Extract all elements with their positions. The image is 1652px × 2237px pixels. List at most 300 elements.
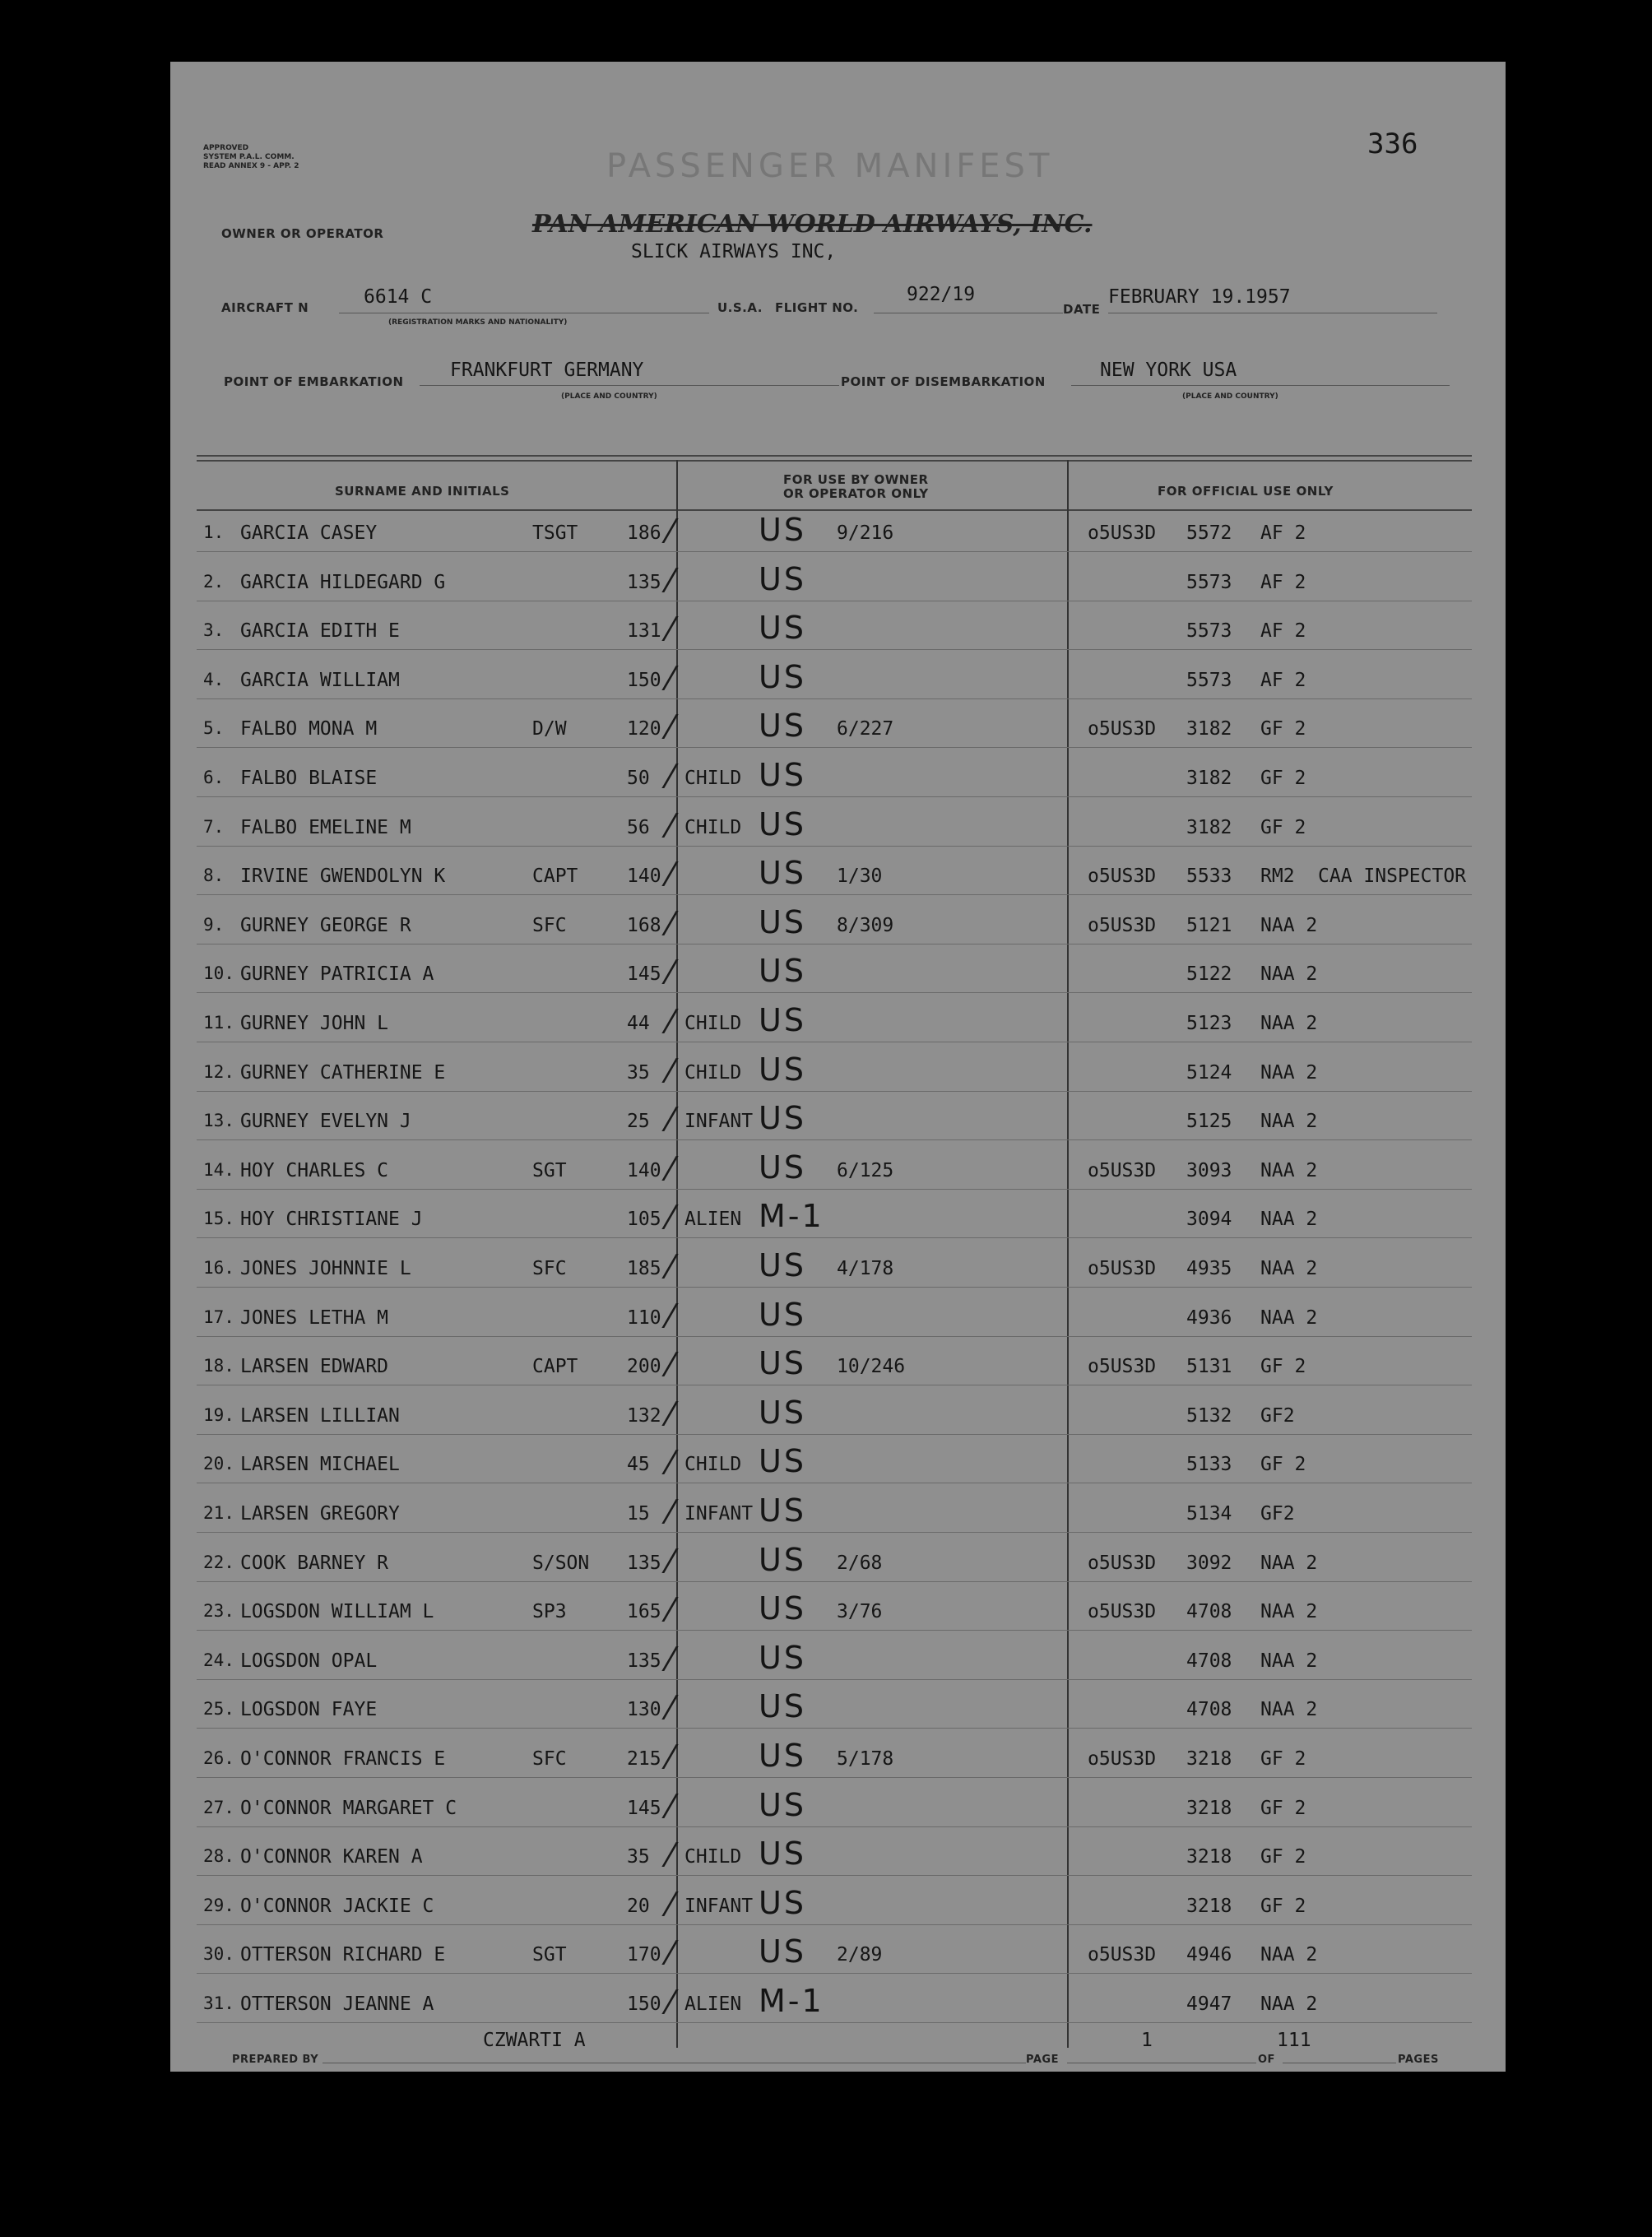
official-number: 5133 bbox=[1186, 1454, 1232, 1475]
passenger-name: GARCIA HILDEGARD G bbox=[240, 572, 446, 593]
official-number: 3218 bbox=[1186, 1896, 1232, 1917]
passenger-name: O'CONNOR KAREN A bbox=[240, 1846, 423, 1868]
passenger-rank: SFC bbox=[532, 915, 567, 936]
passenger-nationality: US bbox=[759, 1688, 806, 1724]
row-number: 6. bbox=[203, 768, 225, 787]
row-divider bbox=[197, 1139, 1472, 1140]
row-divider bbox=[197, 1532, 1472, 1533]
passenger-reference: 5/178 bbox=[837, 1748, 894, 1770]
row-number: 11. bbox=[203, 1013, 234, 1033]
official-number: 5134 bbox=[1186, 1503, 1232, 1525]
passenger-name: FALBO EMELINE M bbox=[240, 817, 411, 838]
row-number: 24. bbox=[203, 1650, 234, 1670]
page-label: PAGE bbox=[1026, 2054, 1059, 2066]
passenger-nationality: US bbox=[759, 1345, 806, 1381]
official-number: 5573 bbox=[1186, 572, 1232, 593]
official-number: 3093 bbox=[1186, 1160, 1232, 1181]
passenger-nationality: US bbox=[759, 1443, 806, 1479]
table-row bbox=[170, 1051, 1506, 1099]
passenger-weight: 150 bbox=[627, 670, 661, 691]
row-divider bbox=[197, 1336, 1472, 1337]
official-code: o5US3D bbox=[1088, 1552, 1157, 1574]
row-number: 10. bbox=[203, 963, 234, 983]
row-divider bbox=[197, 992, 1472, 993]
passenger-reference: 8/309 bbox=[837, 915, 894, 936]
official-class: NAA 2 bbox=[1260, 1013, 1318, 1034]
passenger-nationality: US bbox=[759, 1542, 806, 1578]
row-number: 9. bbox=[203, 915, 225, 935]
passenger-name: GARCIA EDITH E bbox=[240, 620, 400, 642]
disembarkation-label: POINT OF DISEMBARKATION bbox=[841, 374, 1046, 389]
passenger-weight: 215 bbox=[627, 1748, 661, 1770]
row-number: 5. bbox=[203, 718, 225, 738]
passenger-category: ALIEN bbox=[684, 1209, 742, 1230]
passenger-weight: 145 bbox=[627, 963, 661, 985]
row-divider bbox=[197, 1237, 1472, 1238]
table-row bbox=[170, 806, 1506, 854]
passenger-category: CHILD bbox=[684, 768, 742, 789]
table-row bbox=[170, 1787, 1506, 1835]
row-number: 2. bbox=[203, 572, 225, 592]
official-class: NAA 2 bbox=[1260, 915, 1318, 936]
row-divider bbox=[197, 1924, 1472, 1925]
passenger-category: CHILD bbox=[684, 1062, 742, 1084]
row-divider bbox=[197, 796, 1472, 797]
passenger-category: CHILD bbox=[684, 1013, 742, 1034]
table-row bbox=[170, 904, 1506, 952]
col-official-header: FOR OFFICIAL USE ONLY bbox=[1158, 484, 1334, 499]
row-number: 16. bbox=[203, 1258, 234, 1278]
official-code: o5US3D bbox=[1088, 1601, 1157, 1622]
official-number: 5131 bbox=[1186, 1356, 1232, 1377]
table-row bbox=[170, 659, 1506, 707]
official-number: 4936 bbox=[1186, 1307, 1232, 1329]
table-row bbox=[170, 610, 1506, 657]
official-number: 5122 bbox=[1186, 963, 1232, 985]
passenger-name: HOY CHARLES C bbox=[240, 1160, 389, 1181]
row-divider bbox=[197, 1826, 1472, 1827]
official-class: GF 2 bbox=[1260, 1748, 1306, 1770]
passenger-name: JONES LETHA M bbox=[240, 1307, 389, 1329]
passenger-reference: 2/68 bbox=[837, 1552, 883, 1574]
row-number: 27. bbox=[203, 1798, 234, 1817]
passenger-reference: 4/178 bbox=[837, 1258, 894, 1279]
table-row bbox=[170, 1100, 1506, 1148]
passenger-name: GARCIA WILLIAM bbox=[240, 670, 400, 691]
official-class: NAA 2 bbox=[1260, 1601, 1318, 1622]
passenger-name: O'CONNOR JACKIE C bbox=[240, 1896, 434, 1917]
row-divider bbox=[197, 1434, 1472, 1435]
passenger-rank: TSGT bbox=[532, 522, 578, 544]
row-number: 29. bbox=[203, 1896, 234, 1915]
passenger-weight: 140 bbox=[627, 1160, 661, 1181]
passenger-weight: 110 bbox=[627, 1307, 661, 1329]
official-class: NAA 2 bbox=[1260, 1258, 1318, 1279]
table-row bbox=[170, 561, 1506, 609]
table-row bbox=[170, 512, 1506, 559]
pages-label: PAGES bbox=[1398, 2054, 1439, 2066]
passenger-rank: CAPT bbox=[532, 866, 578, 887]
official-code: o5US3D bbox=[1088, 1356, 1157, 1377]
official-number: 4946 bbox=[1186, 1944, 1232, 1965]
official-class: GF 2 bbox=[1260, 718, 1306, 740]
row-number: 12. bbox=[203, 1062, 234, 1082]
passenger-weight: 130 bbox=[627, 1699, 661, 1720]
passenger-nationality: US bbox=[759, 512, 806, 548]
table-row bbox=[170, 855, 1506, 903]
passenger-category: INFANT bbox=[684, 1111, 754, 1132]
table-row bbox=[170, 1983, 1506, 2030]
passenger-category: ALIEN bbox=[684, 1993, 742, 2015]
embarkation-place: FRANKFURT GERMANY bbox=[450, 360, 644, 381]
passenger-name: IRVINE GWENDOLYN K bbox=[240, 866, 446, 887]
passenger-weight: 165 bbox=[627, 1601, 661, 1622]
passenger-rank: S/SON bbox=[532, 1552, 590, 1574]
row-divider bbox=[197, 1630, 1472, 1631]
official-number: 3182 bbox=[1186, 768, 1232, 789]
passenger-weight: 15 bbox=[627, 1503, 650, 1525]
row-number: 31. bbox=[203, 1993, 234, 2013]
table-row bbox=[170, 1836, 1506, 1883]
official-number: 4947 bbox=[1186, 1993, 1232, 2015]
embarkation-place-note: (PLACE AND COUNTRY) bbox=[561, 392, 657, 401]
approval-note: APPROVED SYSTEM P.A.L. COMM. READ ANNEX 9 - APP. 2 bbox=[203, 144, 299, 170]
embarkation-label: POINT OF EMBARKATION bbox=[224, 374, 404, 389]
row-divider bbox=[197, 1287, 1472, 1288]
passenger-name: GURNEY PATRICIA A bbox=[240, 963, 434, 985]
row-divider bbox=[197, 747, 1472, 748]
official-number: 4935 bbox=[1186, 1258, 1232, 1279]
table-row bbox=[170, 1149, 1506, 1197]
passenger-weight: 170 bbox=[627, 1944, 661, 1965]
passenger-reference: 9/216 bbox=[837, 522, 894, 544]
official-code: o5US3D bbox=[1088, 522, 1157, 544]
passenger-weight: 186 bbox=[627, 522, 661, 544]
row-number: 19. bbox=[203, 1405, 234, 1425]
official-number: 4708 bbox=[1186, 1699, 1232, 1720]
row-divider bbox=[197, 1581, 1472, 1582]
table-row bbox=[170, 1443, 1506, 1491]
row-divider bbox=[197, 1777, 1472, 1778]
passenger-weight: 50 bbox=[627, 768, 650, 789]
official-class: GF 2 bbox=[1260, 1798, 1306, 1819]
row-number: 26. bbox=[203, 1748, 234, 1768]
passenger-weight: 35 bbox=[627, 1846, 650, 1868]
passenger-rank: SGT bbox=[532, 1160, 567, 1181]
passenger-nationality: US bbox=[759, 1492, 806, 1529]
aircraft-number: 6614 C bbox=[364, 286, 433, 308]
col-surname-header: SURNAME AND INITIALS bbox=[335, 484, 510, 499]
row-number: 30. bbox=[203, 1944, 234, 1964]
passenger-name: GURNEY CATHERINE E bbox=[240, 1062, 446, 1084]
passenger-rank: SFC bbox=[532, 1748, 567, 1770]
passenger-name: LOGSDON WILLIAM L bbox=[240, 1601, 434, 1622]
official-code: o5US3D bbox=[1088, 866, 1157, 887]
col-owner-header: FOR USE BY OWNER OR OPERATOR ONLY bbox=[783, 472, 929, 501]
table-row bbox=[170, 1198, 1506, 1246]
passenger-category: CHILD bbox=[684, 1454, 742, 1475]
passenger-name: LARSEN EDWARD bbox=[240, 1356, 389, 1377]
passenger-nationality: M-1 bbox=[759, 1198, 824, 1234]
passenger-reference: 1/30 bbox=[837, 866, 883, 887]
table-row bbox=[170, 1297, 1506, 1344]
official-number: 5121 bbox=[1186, 915, 1232, 936]
row-number: 13. bbox=[203, 1111, 234, 1130]
passenger-weight: 120 bbox=[627, 718, 661, 740]
passenger-weight: 25 bbox=[627, 1111, 650, 1132]
row-number: 14. bbox=[203, 1160, 234, 1180]
row-number: 18. bbox=[203, 1356, 234, 1376]
passenger-nationality: M-1 bbox=[759, 1983, 824, 2019]
passenger-name: FALBO MONA M bbox=[240, 718, 378, 740]
table-row bbox=[170, 1002, 1506, 1050]
passenger-name: COOK BARNEY R bbox=[240, 1552, 389, 1574]
table-row bbox=[170, 757, 1506, 805]
row-number: 28. bbox=[203, 1846, 234, 1866]
official-class: GF 2 bbox=[1260, 1846, 1306, 1868]
row-divider bbox=[197, 649, 1472, 650]
registration-note: (REGISTRATION MARKS AND NATIONALITY) bbox=[388, 318, 568, 327]
official-code: o5US3D bbox=[1088, 1944, 1157, 1965]
official-class: GF 2 bbox=[1260, 768, 1306, 789]
row-divider bbox=[197, 1728, 1472, 1729]
passenger-nationality: US bbox=[759, 1247, 806, 1283]
manifest-sheet bbox=[170, 62, 1506, 2072]
row-number: 22. bbox=[203, 1552, 234, 1572]
date-label: DATE bbox=[1063, 302, 1101, 317]
table-row bbox=[170, 953, 1506, 1000]
passenger-name: FALBO BLAISE bbox=[240, 768, 378, 789]
passenger-reference: 10/246 bbox=[837, 1356, 906, 1377]
row-divider bbox=[197, 1875, 1472, 1876]
passenger-name: LOGSDON FAYE bbox=[240, 1699, 378, 1720]
passenger-name: LOGSDON OPAL bbox=[240, 1650, 378, 1672]
official-number: 4708 bbox=[1186, 1601, 1232, 1622]
passenger-weight: 140 bbox=[627, 866, 661, 887]
passenger-nationality: US bbox=[759, 1297, 806, 1333]
passenger-weight: 131 bbox=[627, 620, 661, 642]
passenger-weight: 20 bbox=[627, 1896, 650, 1917]
usa-label: U.S.A. bbox=[717, 300, 763, 315]
official-remark: CAA INSPECTOR bbox=[1318, 866, 1467, 887]
official-code: o5US3D bbox=[1088, 718, 1157, 740]
table-row bbox=[170, 1688, 1506, 1736]
passenger-nationality: US bbox=[759, 1002, 806, 1038]
passenger-reference: 6/227 bbox=[837, 718, 894, 740]
passenger-name: LARSEN MICHAEL bbox=[240, 1454, 400, 1475]
official-number: 5573 bbox=[1186, 620, 1232, 642]
row-number: 21. bbox=[203, 1503, 234, 1523]
official-number: 4708 bbox=[1186, 1650, 1232, 1672]
official-number: 5572 bbox=[1186, 522, 1232, 544]
passenger-nationality: US bbox=[759, 1885, 806, 1921]
row-divider bbox=[197, 1189, 1472, 1190]
page-current: 1 bbox=[1141, 2030, 1153, 2051]
passenger-category: INFANT bbox=[684, 1896, 754, 1917]
operator-name: SLICK AIRWAYS INC, bbox=[631, 241, 837, 262]
official-class: GF 2 bbox=[1260, 1454, 1306, 1475]
official-number: 5533 bbox=[1186, 866, 1232, 887]
passenger-nationality: US bbox=[759, 659, 806, 695]
row-number: 15. bbox=[203, 1209, 234, 1228]
row-divider bbox=[197, 846, 1472, 847]
passenger-name: OTTERSON RICHARD E bbox=[240, 1944, 446, 1965]
official-code: o5US3D bbox=[1088, 915, 1157, 936]
table-row bbox=[170, 1395, 1506, 1442]
passenger-reference: 3/76 bbox=[837, 1601, 883, 1622]
row-number: 1. bbox=[203, 522, 225, 542]
passenger-name: LARSEN LILLIAN bbox=[240, 1405, 400, 1427]
passenger-weight: 168 bbox=[627, 915, 661, 936]
passenger-rank: CAPT bbox=[532, 1356, 578, 1377]
official-code: o5US3D bbox=[1088, 1258, 1157, 1279]
page-number: 336 bbox=[1367, 128, 1418, 160]
table-row bbox=[170, 1933, 1506, 1981]
official-number: 3182 bbox=[1186, 718, 1232, 740]
official-number: 3182 bbox=[1186, 817, 1232, 838]
passenger-weight: 45 bbox=[627, 1454, 650, 1475]
passenger-name: JONES JOHNNIE L bbox=[240, 1258, 411, 1279]
passenger-name: LARSEN GREGORY bbox=[240, 1503, 400, 1525]
official-class: NAA 2 bbox=[1260, 1944, 1318, 1965]
passenger-rank: SGT bbox=[532, 1944, 567, 1965]
official-class: GF2 bbox=[1260, 1503, 1295, 1525]
row-divider bbox=[197, 1091, 1472, 1092]
passenger-weight: 135 bbox=[627, 572, 661, 593]
passenger-nationality: US bbox=[759, 610, 806, 646]
official-class: NAA 2 bbox=[1260, 1111, 1318, 1132]
passenger-nationality: US bbox=[759, 1100, 806, 1136]
official-class: NAA 2 bbox=[1260, 963, 1318, 985]
passenger-reference: 6/125 bbox=[837, 1160, 894, 1181]
passenger-name: OTTERSON JEANNE A bbox=[240, 1993, 434, 2015]
passenger-nationality: US bbox=[759, 1933, 806, 1970]
passenger-weight: 200 bbox=[627, 1356, 661, 1377]
owner-label: OWNER OR OPERATOR bbox=[221, 226, 384, 241]
passenger-weight: 56 bbox=[627, 817, 650, 838]
passenger-weight: 150 bbox=[627, 1993, 661, 2015]
passenger-nationality: US bbox=[759, 806, 806, 842]
table-row bbox=[170, 1738, 1506, 1785]
official-class: GF 2 bbox=[1260, 1356, 1306, 1377]
passenger-rank: SFC bbox=[532, 1258, 567, 1279]
table-row bbox=[170, 708, 1506, 755]
row-divider bbox=[197, 698, 1472, 699]
table-row bbox=[170, 1247, 1506, 1295]
passenger-nationality: US bbox=[759, 855, 806, 891]
passenger-name: HOY CHRISTIANE J bbox=[240, 1209, 423, 1230]
row-number: 8. bbox=[203, 866, 225, 885]
passenger-nationality: US bbox=[759, 1640, 806, 1676]
official-class: GF 2 bbox=[1260, 817, 1306, 838]
official-number: 5123 bbox=[1186, 1013, 1232, 1034]
row-divider bbox=[197, 2022, 1472, 2023]
official-class: NAA 2 bbox=[1260, 1209, 1318, 1230]
row-number: 7. bbox=[203, 817, 225, 837]
passenger-nationality: US bbox=[759, 1149, 806, 1186]
flight-number: 922/19 bbox=[907, 284, 976, 305]
row-number: 3. bbox=[203, 620, 225, 640]
table-row bbox=[170, 1640, 1506, 1687]
official-number: 5573 bbox=[1186, 670, 1232, 691]
passenger-nationality: US bbox=[759, 1051, 806, 1088]
official-code: o5US3D bbox=[1088, 1160, 1157, 1181]
passenger-nationality: US bbox=[759, 1738, 806, 1774]
passenger-name: GURNEY JOHN L bbox=[240, 1013, 389, 1034]
table-row bbox=[170, 1345, 1506, 1393]
passenger-nationality: US bbox=[759, 904, 806, 940]
official-class: AF 2 bbox=[1260, 620, 1306, 642]
row-divider bbox=[197, 551, 1472, 552]
passenger-weight: 135 bbox=[627, 1552, 661, 1574]
official-class: NAA 2 bbox=[1260, 1699, 1318, 1720]
official-number: 5132 bbox=[1186, 1405, 1232, 1427]
row-number: 25. bbox=[203, 1699, 234, 1719]
passenger-nationality: US bbox=[759, 1590, 806, 1627]
row-number: 4. bbox=[203, 670, 225, 689]
disembarkation-place: NEW YORK USA bbox=[1100, 360, 1237, 381]
prepared-by-label: PREPARED BY bbox=[232, 2054, 319, 2066]
official-class: RM2 bbox=[1260, 866, 1295, 887]
passenger-rank: SP3 bbox=[532, 1601, 567, 1622]
row-number: 20. bbox=[203, 1454, 234, 1474]
row-divider bbox=[197, 1973, 1472, 1974]
passenger-weight: 44 bbox=[627, 1013, 650, 1034]
of-label: OF bbox=[1258, 2054, 1275, 2066]
passenger-weight: 145 bbox=[627, 1798, 661, 1819]
row-divider bbox=[197, 1679, 1472, 1680]
passenger-nationality: US bbox=[759, 1395, 806, 1431]
passenger-nationality: US bbox=[759, 757, 806, 793]
row-divider bbox=[197, 894, 1472, 895]
passenger-nationality: US bbox=[759, 1836, 806, 1872]
passenger-category: CHILD bbox=[684, 1846, 742, 1868]
table-row bbox=[170, 1590, 1506, 1638]
official-number: 3218 bbox=[1186, 1846, 1232, 1868]
passenger-rank: D/W bbox=[532, 718, 567, 740]
official-number: 5125 bbox=[1186, 1111, 1232, 1132]
official-class: NAA 2 bbox=[1260, 1993, 1318, 2015]
official-class: NAA 2 bbox=[1260, 1307, 1318, 1329]
document-title: PASSENGER MANIFEST bbox=[606, 147, 1054, 185]
official-number: 3218 bbox=[1186, 1748, 1232, 1770]
official-class: AF 2 bbox=[1260, 572, 1306, 593]
passenger-weight: 35 bbox=[627, 1062, 650, 1084]
row-number: 23. bbox=[203, 1601, 234, 1621]
table-row bbox=[170, 1542, 1506, 1590]
page-total: 111 bbox=[1277, 2030, 1311, 2051]
row-number: 17. bbox=[203, 1307, 234, 1327]
passenger-category: INFANT bbox=[684, 1503, 754, 1525]
passenger-weight: 105 bbox=[627, 1209, 661, 1230]
operator-struck: PAN AMERICAN WORLD AIRWAYS, INC. bbox=[532, 210, 1093, 239]
official-class: NAA 2 bbox=[1260, 1650, 1318, 1672]
passenger-name: GURNEY GEORGE R bbox=[240, 915, 411, 936]
official-class: GF2 bbox=[1260, 1405, 1295, 1427]
passenger-nationality: US bbox=[759, 1787, 806, 1823]
flight-no-label: FLIGHT NO. bbox=[775, 300, 859, 315]
aircraft-label: AIRCRAFT N bbox=[221, 300, 309, 315]
official-number: 5124 bbox=[1186, 1062, 1232, 1084]
passenger-weight: 135 bbox=[627, 1650, 661, 1672]
table-row bbox=[170, 1492, 1506, 1540]
official-number: 3218 bbox=[1186, 1798, 1232, 1819]
official-code: o5US3D bbox=[1088, 1748, 1157, 1770]
passenger-weight: 185 bbox=[627, 1258, 661, 1279]
official-number: 3092 bbox=[1186, 1552, 1232, 1574]
official-class: AF 2 bbox=[1260, 670, 1306, 691]
official-number: 3094 bbox=[1186, 1209, 1232, 1230]
